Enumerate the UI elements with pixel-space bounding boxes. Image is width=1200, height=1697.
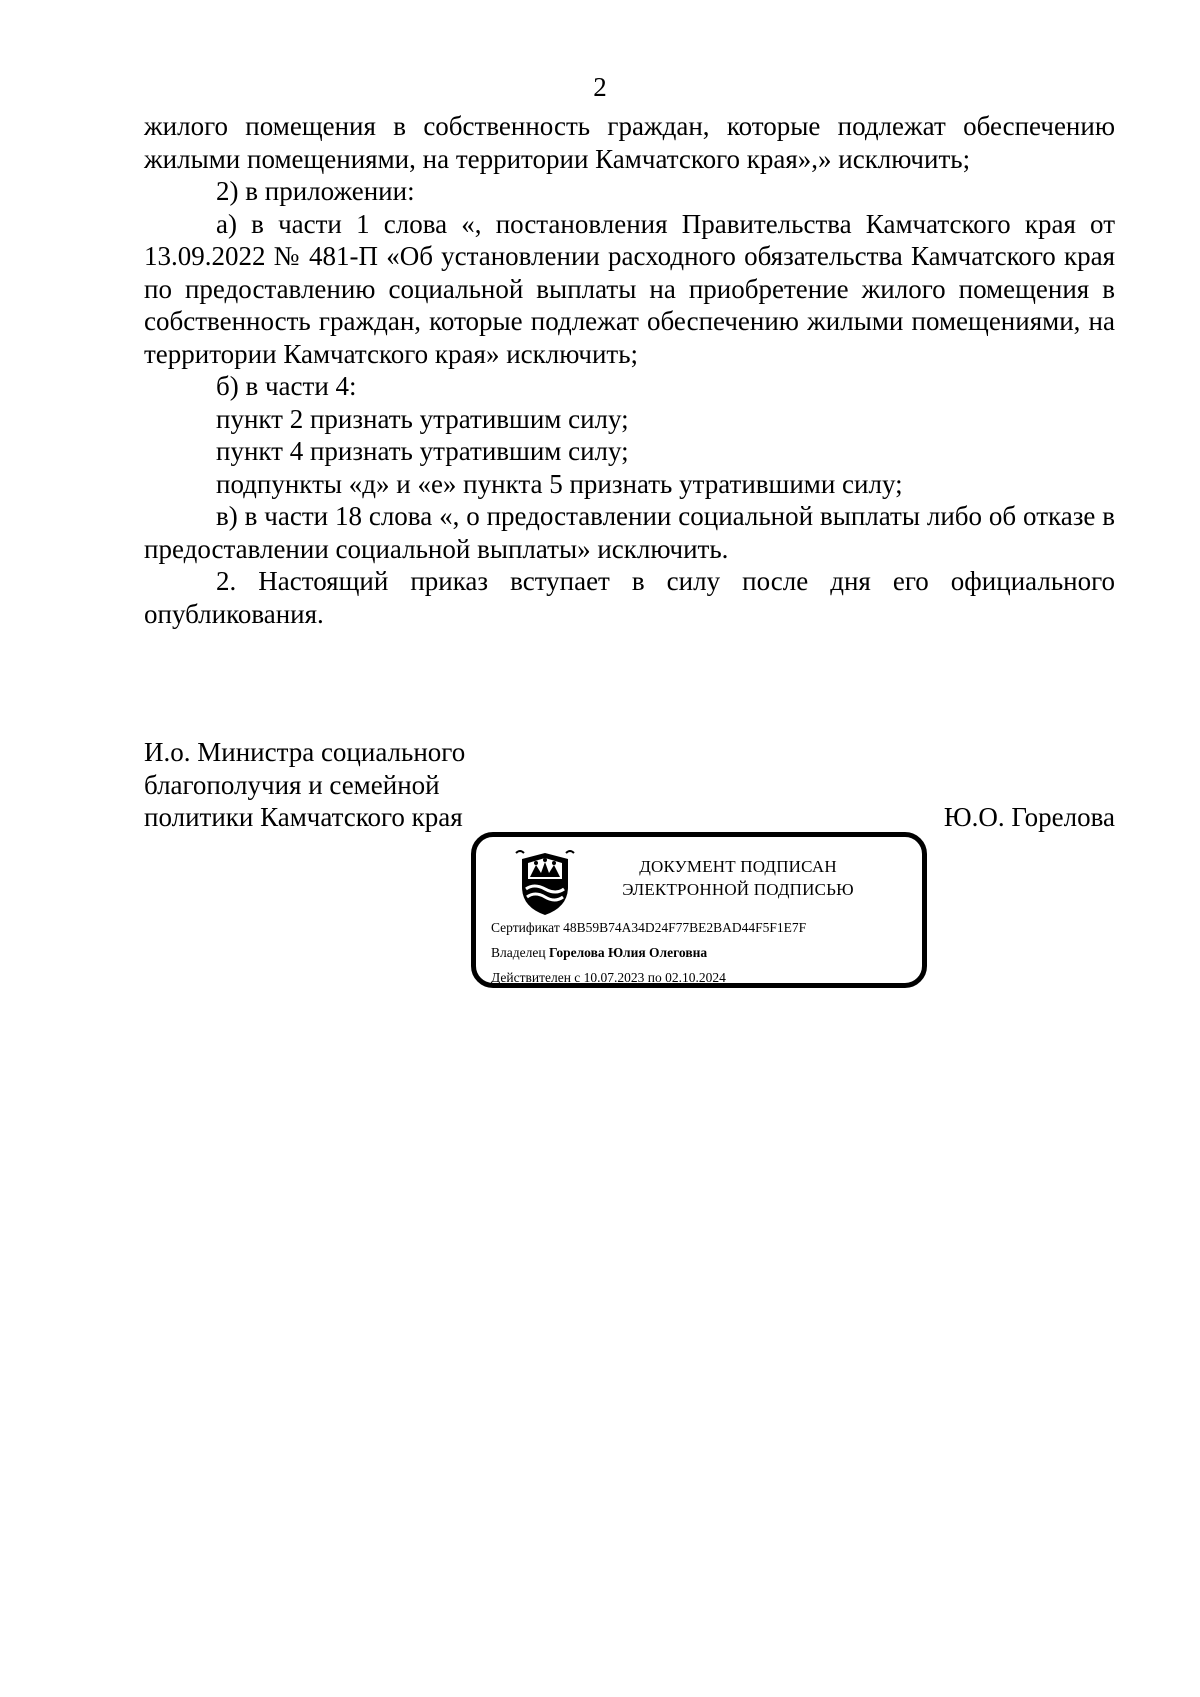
paragraph-item-2: 2) в приложении: xyxy=(216,176,415,206)
validity-to-label: по xyxy=(647,970,662,985)
paragraph-item-b-point-4: пункт 4 признать утратившим силу; xyxy=(216,436,629,466)
signature-block xyxy=(144,736,1115,834)
validity-row xyxy=(491,965,806,990)
paragraph-item-b: б) в части 4: xyxy=(216,371,357,401)
paragraph-item-v: в) в части 18 слова «, о предоставлении социальной выплаты либо об отказе в предоставлении социальной выплаты» исключить. xyxy=(144,501,1115,564)
signatory-position-line: политики Камчатского края xyxy=(144,802,463,832)
signatory-position-line: И.о. Министра социального xyxy=(144,737,466,767)
validity-from-label: Действителен с xyxy=(491,970,581,985)
signatory-name: Ю.О. Горелова xyxy=(943,802,1115,832)
electronic-signature-stamp xyxy=(471,832,927,988)
signatory-position xyxy=(144,736,544,834)
certificate-label: Сертификат xyxy=(491,920,560,935)
certificate-row xyxy=(491,915,806,940)
validity-to-date: 02.10.2024 xyxy=(665,970,726,985)
paragraph-item-b-point-2: пункт 2 признать утратившим силу; xyxy=(216,403,629,434)
stamp-details xyxy=(491,915,806,990)
stamp-heading xyxy=(572,855,904,901)
owner-value: Горелова Юлия Олеговна xyxy=(548,945,708,960)
stamp-heading-line: ДОКУМЕНТ ПОДПИСАН xyxy=(639,857,837,876)
signatory-position-line: благополучия и семейной xyxy=(144,769,440,800)
page-number: 2 xyxy=(593,72,607,102)
validity-from-date: 10.07.2023 xyxy=(583,970,645,985)
owner-label: Владелец xyxy=(491,945,546,960)
paragraph-effective-date: 2. Настоящий приказ вступает в силу после дня его официального опубликования. xyxy=(144,566,1115,629)
stamp-heading-line: ЭЛЕКТРОННОЙ ПОДПИСЬЮ xyxy=(622,880,854,899)
paragraph-continuation: жилого помещения в собственность граждан, которые подлежат обеспечению жилыми помещениями, на территории Камчатского края»,» исключить; xyxy=(144,111,1115,174)
certificate-value: 48B59B74A34D24F77BE2BAD44F5F1E7F xyxy=(563,920,807,935)
owner-row xyxy=(491,940,806,965)
document-body xyxy=(144,110,1115,630)
paragraph-item-b-point-5: подпункты «д» и «е» пункта 5 признать утратившими силу; xyxy=(216,468,903,499)
kamchatka-emblem-icon xyxy=(514,849,576,917)
paragraph-item-a: а) в части 1 слова «, постановления Правительства Камчатского края от 13.09.2022 № 481-П «Об установлении расходного обязательства Камчатского края по предоставлению социальной выплаты на приобретение жилого помещения в собственность граждан, которые подлежат обеспечению жилыми помещениями, на территории Камчатского края» исключить; xyxy=(144,208,1115,369)
